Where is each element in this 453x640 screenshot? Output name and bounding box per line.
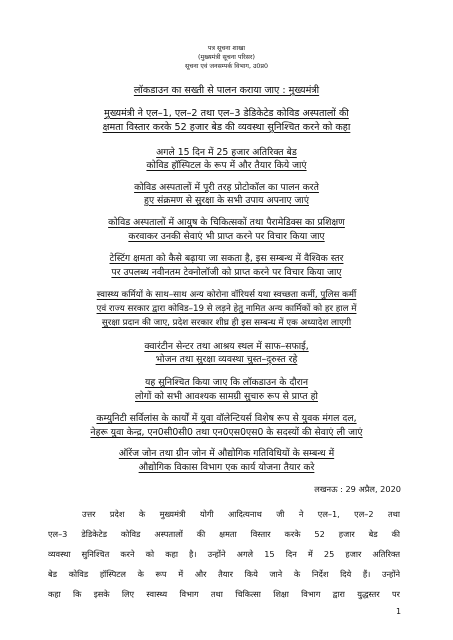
headline-supplies-line-1: यह सुनिश्चित किया जाए कि लॉकडाउन के दौरान bbox=[144, 377, 309, 388]
headline-surveillance-line-1: कम्युनिटी सर्विलांस के कार्यों में युवा वॉलेन्टियर्स विशेष रूप से युवक मंगल दल, bbox=[96, 413, 357, 424]
headline-ayush-line-2: करवाकर उनकी सेवाएं भी प्राप्त करने पर विचार किया जाए bbox=[128, 231, 325, 242]
headline-protocol-line-2: हुए संक्रमण से सुरक्षा के सभी उपाय अपनाए जाएं bbox=[144, 195, 309, 206]
body-paragraph-line: कहा कि इसके लिए स्वास्थ्य विभाग तथा चिकित्सा शिक्षा विभाग द्वारा युद्धस्तर पर bbox=[48, 589, 400, 599]
headline-extra-beds-line-1: अगले 15 दिन में 25 हजार अतिरिक्त बेड bbox=[156, 147, 297, 158]
main-headline: लॉकडाउन का सख्ती से पालन कराया जाए : मुख्यमंत्री bbox=[133, 85, 320, 96]
headline-testing-line-2: पर उपलब्ध नवीनतम टेक्नोलॉजी को प्राप्त करने पर विचार किया जाए bbox=[111, 267, 342, 278]
body-paragraph-line: एल–3 डेडिकेटेड कोविड अस्पतालों की क्षमता विस्तार करके 52 हजार बेड की bbox=[48, 529, 400, 539]
headline-warriors-line-1: स्वास्थ्य कर्मियों के साथ–साथ अन्य कोरोना वॉरियर्स यथा स्वच्छता कर्मी, पुलिस कर्मी bbox=[96, 290, 357, 300]
dateline: लखनऊ : 29 अप्रैल, 2020 bbox=[314, 484, 401, 494]
headline-testing-line-1: टेस्टिंग क्षमता को कैसे बढ़ाया जा सकता है, इस सम्बन्ध में वैश्विक स्तर bbox=[109, 253, 344, 264]
page-number: 1 bbox=[396, 607, 402, 616]
body-paragraph-line: व्यवस्था सुनिश्चित करने को कहा है। उन्होंने अगले 15 दिन में 25 हजार अतिरिक्त bbox=[48, 549, 400, 559]
headline-quarantine-line-1: क्वारंटीन सेन्टर तथा आश्रय स्थल में साफ–सफाई, bbox=[144, 341, 309, 352]
headline-extra-beds-line-2: कोविड हॉस्पिटल के रूप में और तैयार किये जाएं bbox=[146, 160, 307, 171]
office-subtitle: (मुख्यमंत्री सूचना परिसर) bbox=[198, 54, 255, 61]
headline-surveillance-line-2: नेहरू युवा केन्द्र, एन0सी0सी0 तथा एन0एस0एस0 के सदस्यों की सेवाएं ली जाएं bbox=[90, 427, 363, 438]
headline-beds-line-1: मुख्यमंत्री ने एल–1, एल–2 तथा एल–3 डेडिकेटेड कोविड अस्पतालों की bbox=[104, 108, 349, 119]
headline-industry-line-2: औद्योगिक विकास विभाग एक कार्य योजना तैयार करे bbox=[138, 462, 315, 473]
body-paragraph-line: उत्तर प्रदेश के मुख्यमंत्री योगी आदित्यनाथ जी ने एल–1, एल–2 तथा bbox=[82, 509, 400, 519]
headline-protocol-line-1: कोविड अस्पतालों में पूरी तरह प्रोटोकॉल का पालन करते bbox=[134, 182, 319, 193]
headline-beds-line-2: क्षमता विस्तार करके 52 हजार बेड की व्यवस्था सुनिश्चित करने को कहा bbox=[102, 122, 351, 133]
body-paragraph-line: बेड कोविड हॉस्पिटल के रूप में और तैयार किये जाने के निर्देश दिये हैं। उन्होंने bbox=[48, 569, 400, 579]
department-name: सूचना एवं जनसम्पर्क विभाग, उ0प्र0 bbox=[185, 63, 268, 70]
headline-ayush-line-1: कोविड अस्पतालों में आयुष के चिकित्सकों तथा पैरामेडिक्स का प्रशिक्षण bbox=[108, 217, 345, 228]
headline-quarantine-line-2: भोजन तथा सुरक्षा व्यवस्था चुस्त–दुरुस्त रहे bbox=[155, 354, 298, 365]
headline-industry-line-1: ऑरेंज जोन तथा ग्रीन जोन में औद्योगिक गतिविधियों के सम्बन्ध में bbox=[118, 448, 335, 459]
headline-warriors-line-3: सुरक्षा प्रदान की जाए, प्रदेश सरकार शीघ्र ही इस सम्बन्ध में एक अध्यादेश लाएगी bbox=[101, 318, 352, 328]
headline-supplies-line-2: लोगों को सभी आवश्यक सामग्री सुचारु रूप से प्राप्त हो bbox=[135, 391, 318, 402]
office-name: पत्र सूचना शाखा bbox=[207, 45, 246, 52]
headline-warriors-line-2: एवं राज्य सरकार द्वारा कोविड–19 से लड़ने हेतु नामित अन्य कार्मिकों को हर हाल में bbox=[96, 304, 357, 314]
